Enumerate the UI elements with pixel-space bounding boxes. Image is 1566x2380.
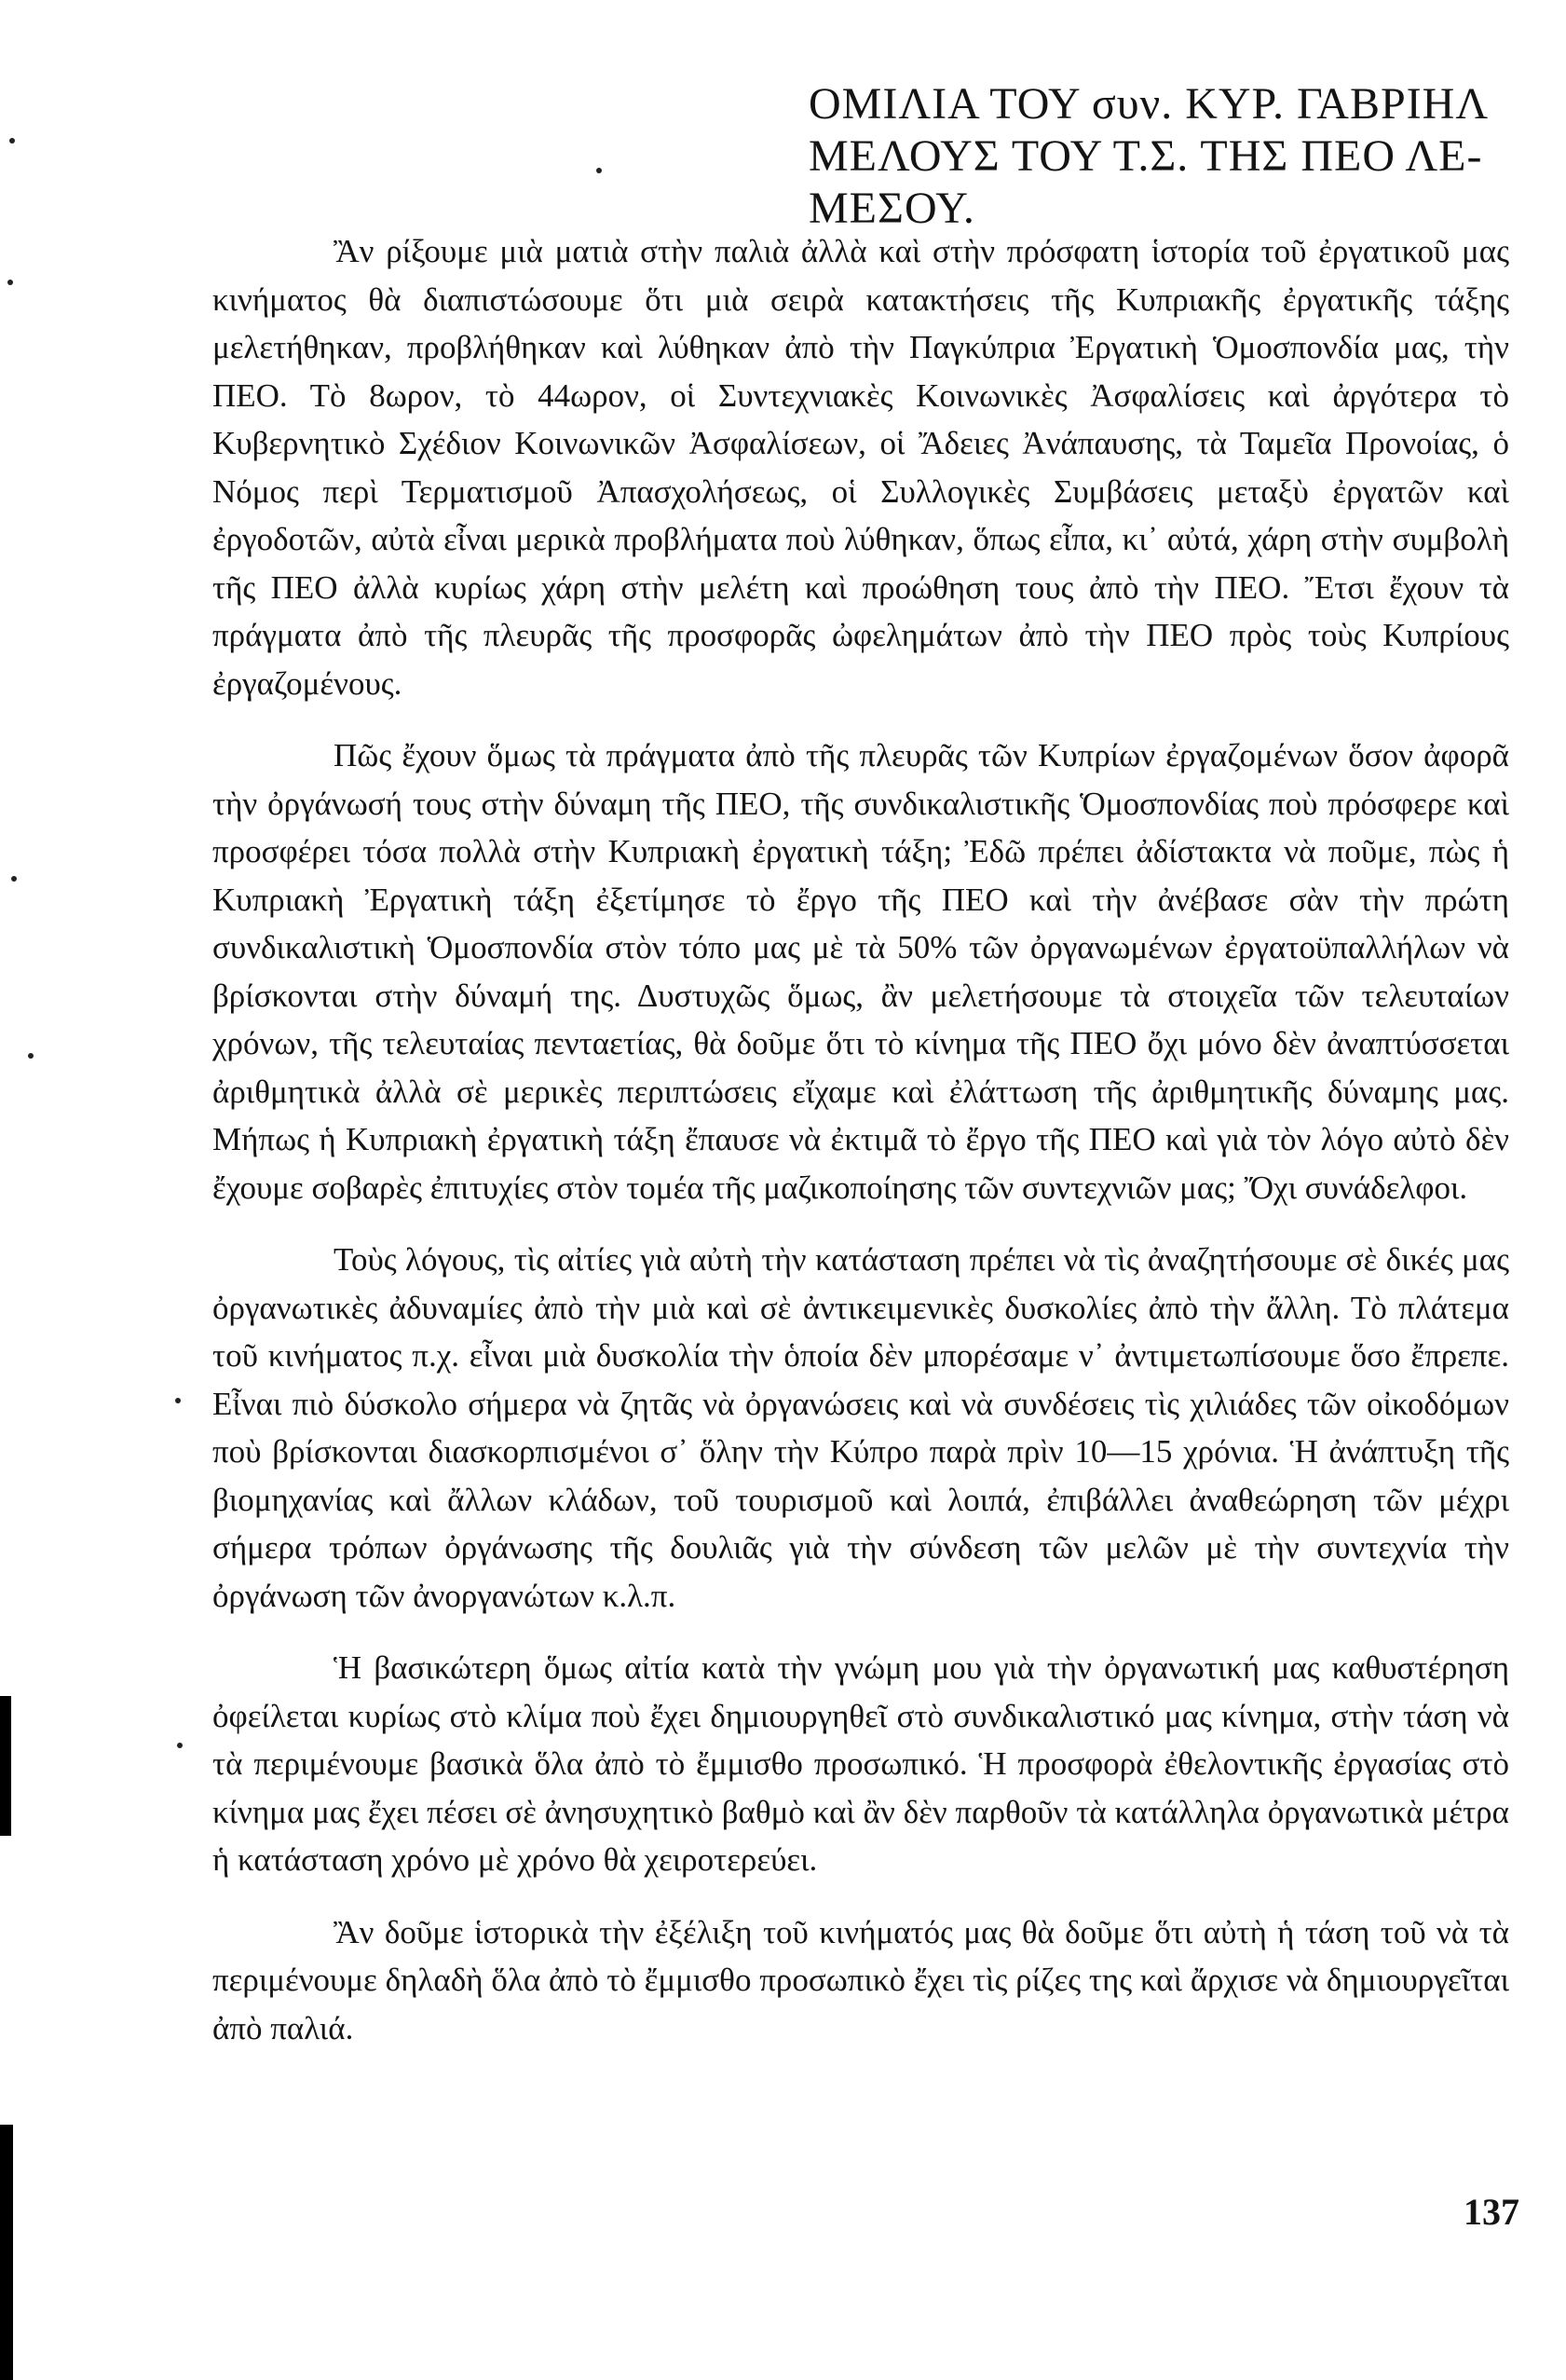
speech-body: [212, 227, 1509, 2076]
paragraph-1: Ἂν ρίξουμε μιὰ ματιὰ στὴν παλιὰ ἀλλὰ καὶ στὴν πρόσφατη ἱστορία τοῦ ἐργατικοῦ μας κινήματος θὰ διαπιστώσουμε ὅτι μιὰ σειρὰ κατακτήσεις τῆς Κυπριακῆς ἐργατικῆς τάξης μελετήθηκαν, προβλήθηκαν καὶ λύθηκαν ἀπὸ τὴν Παγκύπρια Ἐργατικὴ Ὁμοσπονδία μας, τὴν ΠΕΟ. Τὸ 8ωρον, τὸ 44ωρον, οἱ Συντεχνιακὲς Κοινωνικὲς Ἀσφαλίσεις καὶ ἀργότερα τὸ Κυβερνητικὸ Σχέδιον Κοινωνικῶν Ἀσφαλίσεων, οἱ Ἄδειες Ἀνάπαυσης, τὰ Ταμεῖα Προνοίας, ὁ Νόμος περὶ Τερματισμοῦ Ἀπασχολήσεως, οἱ Συλλογικὲς Συμβάσεις μεταξὺ ἐργατῶν καὶ ἐργοδοτῶν, αὐτὰ εἶναι μερικὰ προβλήματα ποὺ λύθηκαν, ὅπως εἶπα, κι᾽ αὐτά, χάρη στὴν συμβολὴ τῆς ΠΕΟ ἀλλὰ κυρίως χάρη στὴν μελέτη καὶ προώθηση τους ἀπὸ τὴν ΠΕΟ. Ἔτσι ἔχουν τὰ πράγματα ἀπὸ τῆς πλευρᾶς τῆς προσφορᾶς ὠφελημάτων ἀπὸ τὴν ΠΕΟ πρὸς τοὺς Κυπρίους ἐργαζομένους.: [212, 233, 1509, 702]
scan-edge-mark: [0, 2125, 13, 2380]
scan-speck: [175, 1398, 181, 1403]
speech-heading: [809, 78, 1517, 235]
scan-speck: [9, 138, 15, 144]
paragraph-4: Ἡ βασικώτερη ὅμως αἰτία κατὰ τὴν γνώμη μου γιὰ τὴν ὀργανωτική μας καθυστέρηση ὀφείλεται κυρίως στὸ κλίμα ποὺ ἔχει δημιουργηθεῖ στὸ συνδικαλιστικό μας κίνημα, στὴν τάση νὰ τὰ περιμένουμε βασικὰ ὅλα ἀπὸ τὸ ἔμμισθο προσωπικό. Ἡ προσφορὰ ἐθελοντικῆς ἐργασίας στὸ κίνημα μας ἔχει πέσει σὲ ἀνησυχητικὸ βαθμὸ καὶ ἂν δὲν παρθοῦν τὰ κατάλληλα ὀργανωτικὰ μέτρα ἡ κατάσταση χρόνο μὲ χρόνο θὰ χειροτερεύει.: [212, 1649, 1509, 1878]
scan-edge-mark: [0, 1696, 11, 1836]
paragraph-3: Τοὺς λόγους, τὶς αἰτίες γιὰ αὐτὴ τὴν κατάσταση πρέπει νὰ τὶς ἀναζητήσουμε σὲ δικές μας ὀργανωτικὲς ἀδυναμίες ἀπὸ τὴν μιὰ καὶ σὲ ἀντικειμενικὲς δυσκολίες ἀπὸ τὴν ἄλλη. Τὸ πλάτεμα τοῦ κινήματος π.χ. εἶναι μιὰ δυσκολία τὴν ὁποία δὲν μπορέσαμε ν᾽ ἀντιμετωπίσουμε ὅσο ἔπρεπε. Εἶναι πιὸ δύσκολο σήμερα νὰ ζητᾶς νὰ ὀργανώσεις καὶ νὰ συνδέσεις τὶς χιλιάδες τῶν οἰκοδόμων ποὺ βρίσκονται διασκορπισμένοι σ᾽ ὅλην τὴν Κύπρο παρὰ πρὶν 10—15 χρόνια. Ἡ ἀνάπτυξη τῆς βιομηχανίας καὶ ἄλλων κλάδων, τοῦ τουρισμοῦ καὶ λοιπά, ἐπιβάλλει ἀναθεώρηση τῶν μέχρι σήμερα τρόπων ὀργάνωσης τῆς δουλιᾶς γιὰ τὴν σύνδεση τῶν μελῶν μὲ τὴν συντεχνία τὴν ὀργάνωση τῶν ἀνοργανώτων κ.λ.π.: [212, 1241, 1509, 1614]
scan-speck: [28, 1053, 34, 1059]
heading-line-1: ΟΜΙΛΙΑ ΤΟΥ συν. ΚΥΡ. ΓΑΒΡΙΗΛ: [809, 79, 1490, 129]
heading-line-3: ΜΕΣΟΥ.: [809, 184, 975, 233]
page-number: 137: [1464, 2191, 1519, 2233]
paragraph-2: Πῶς ἔχουν ὅμως τὰ πράγματα ἀπὸ τῆς πλευρᾶς τῶν Κυπρίων ἐργαζομένων ὅσον ἀφορᾶ τὴν ὀργάνωσή τους στὴν δύναμη τῆς ΠΕΟ, τῆς συνδικαλιστικῆς Ὁμοσπονδίας ποὺ πρόσφερε καὶ προσφέρει τόσα πολλὰ στὴν Κυπριακὴ ἐργατικὴ τάξη; Ἐδῶ πρέπει ἀδίστακτα νὰ ποῦμε, πὼς ἡ Κυπριακὴ Ἐργατικὴ τάξη ἐξετίμησε τὸ ἔργο τῆς ΠΕΟ καὶ τὴν ἀνέβασε σὰν τὴν πρώτη συνδικαλιστικὴ Ὁμοσπονδία στὸν τόπο μας μὲ τὰ 50% τῶν ὀργανωμένων ἐργατοϋπαλλήλων νὰ βρίσκονται στὴν δύναμή της. Δυστυχῶς ὅμως, ἂν μελετήσουμε τὰ στοιχεῖα τῶν τελευταίων χρόνων, τῆς τελευταίας πενταετίας, θὰ δοῦμε ὅτι τὸ κίνημα τῆς ΠΕΟ ὄχι μόνο δὲν ἀναπτύσσεται ἀριθμητικὰ ἀλλὰ σὲ μερικὲς περιπτώσεις εἴχαμε καὶ ἐλάττωση τῆς ἀριθμητικῆς δύναμης μας. Μήπως ἡ Κυπριακὴ ἐργατικὴ τάξη ἔπαυσε νὰ ἐκτιμᾶ τὸ ἔργο τῆς ΠΕΟ καὶ γιὰ τὸν λόγο αὐτὸ δὲν ἔχουμε σοβαρὲς ἐπιτυχίες στὸν τομέα τῆς μαζικοποίησης τῶν συντεχνιῶν μας; Ὄχι συνάδελφοι.: [212, 737, 1509, 1206]
scan-speck: [596, 168, 602, 173]
scan-speck: [11, 876, 17, 882]
scan-speck: [177, 1743, 183, 1748]
heading-line-2: ΜΕΛΟΥΣ ΤΟΥ Τ.Σ. ΤΗΣ ΠΕΟ ΛΕ-: [809, 131, 1483, 181]
scan-speck: [7, 280, 13, 285]
paragraph-5: Ἂν δοῦμε ἱστορικὰ τὴν ἐξέλιξη τοῦ κινήματός μας θὰ δοῦμε ὅτι αὐτὴ ἡ τάση τοῦ νὰ τὰ περιμένουμε δηλαδὴ ὅλα ἀπὸ τὸ ἔμμισθο προσωπικὸ ἔχει τὶς ρίζες της καὶ ἄρχισε νὰ δημιουργεῖται ἀπὸ παλιά.: [212, 1913, 1509, 2046]
